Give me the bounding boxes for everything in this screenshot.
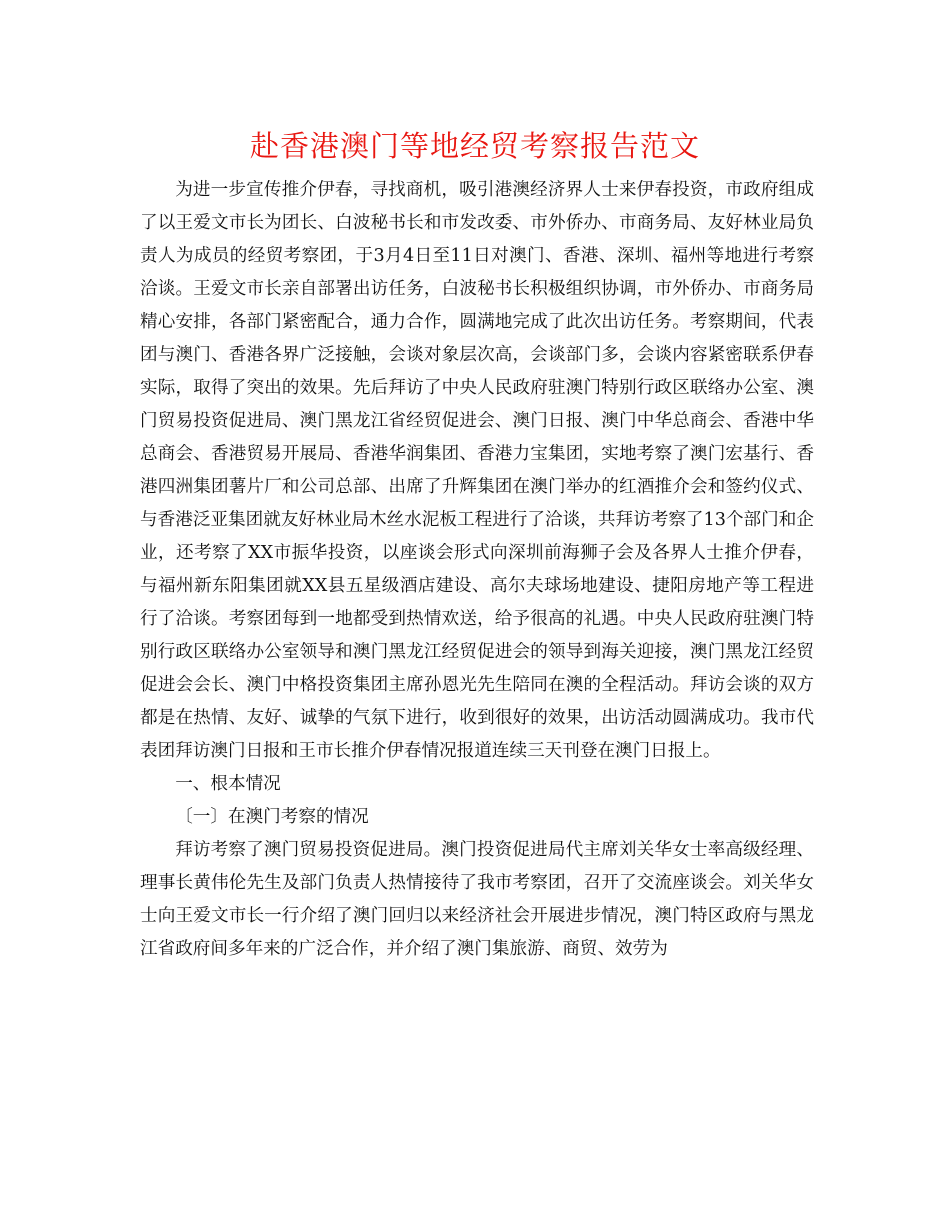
subsection-heading-macau: 〔一〕在澳门考察的情况 — [175, 807, 369, 827]
document-title: 赴香港澳门等地经贸考察报告范文 — [249, 129, 700, 163]
document-body — [140, 174, 814, 966]
paragraph-macau-visit: 拜访考察了澳门贸易投资促进局。澳门投资促进局代主席刘关华女士率高级经理、理事长黄伟伦先生及部门负责人热情接待了我市考察团，召开了交流座谈会。刘关华女士向王爱文市长一行介绍了澳门回归以来经济社会开展进步情况，澳门特区政府与黑龙江省政府间多年来的广泛合作，并介绍了澳门集旅游、商贸、效劳为 — [140, 840, 814, 959]
section-heading-basic: 一、根本情况 — [175, 774, 281, 794]
paragraph-intro: 为进一步宣传推介伊春，寻找商机，吸引港澳经济界人士来伊春投资，市政府组成了以王爱文市长为团长、白波秘书长和市发改委、市外侨办、市商务局、友好林业局负责人为成员的经贸考察团，于3月4日至11日对澳门、香港、深圳、福州等地进行考察洽谈。王爱文市长亲自部署出访任务，白波秘书长积极组织协调，市外侨办、市商务局精心安排，各部门紧密配合，通力合作，圆满地完成了此次出访任务。考察期间，代表团与澳门、香港各界广泛接触，会谈对象层次高，会谈部门多，会谈内容紧密联系伊春实际，取得了突出的效果。先后拜访了中央人民政府驻澳门特别行政区联络办公室、澳门贸易投资促进局、澳门黑龙江省经贸促进会、澳门日报、澳门中华总商会、香港中华总商会、香港贸易开展局、香港华润集团、香港力宝集团，实地考察了澳门宏基行、香港四洲集团薯片厂和公司总部、出席了升辉集团在澳门举办的红酒推介会和签约仪式、与香港泛亚集团就友好林业局木丝水泥板工程进行了洽谈，共拜访考察了13个部门和企业，还考察了XX市振华投资，以座谈会形式向深圳前海狮子会及各界人士推介伊春，与福州新东阳集团就XX县五星级酒店建设、高尔夫球场地建设、捷阳房地产等工程进行了洽谈。考察团每到一地都受到热情欢送，给予很高的礼遇。中央人民政府驻澳门特别行政区联络办公室领导和澳门黑龙江经贸促进会的领导到海关迎接，澳门黑龙江经贸促进会会长、澳门中格投资集团主席孙恩光先生陪同在澳的全程活动。拜访会谈的双方都是在热情、友好、诚挚的气氛下进行，收到很好的效果，出访活动圆满成功。我市代表团拜访澳门日报和王市长推介伊春情况报道连续三天刊登在澳门日报上。 — [140, 180, 814, 761]
